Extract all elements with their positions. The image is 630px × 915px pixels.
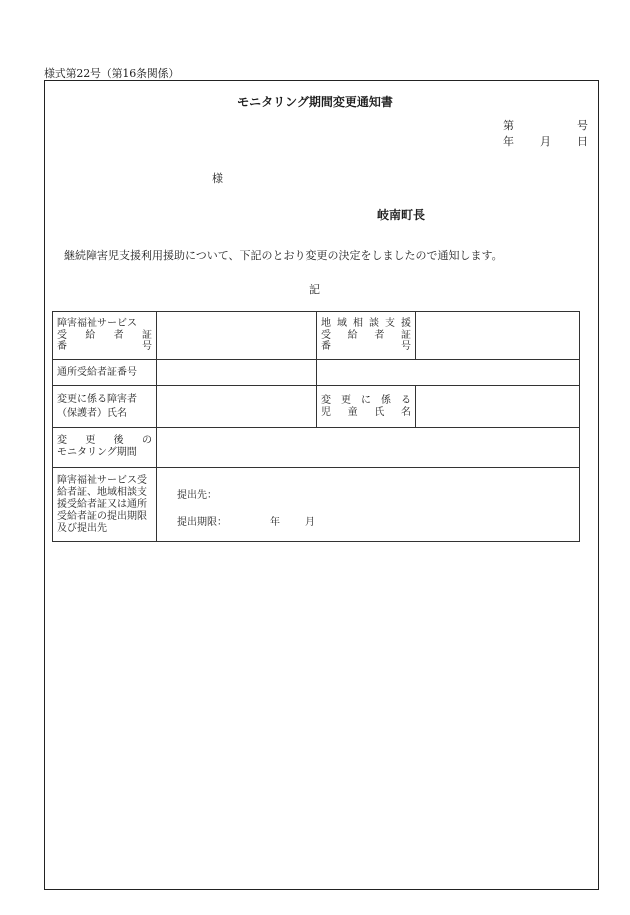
doc-number-dai: 第 bbox=[503, 119, 514, 132]
child-name-field[interactable] bbox=[416, 386, 580, 428]
date-month: 月 bbox=[540, 135, 551, 148]
table-row bbox=[53, 428, 580, 468]
info-table bbox=[52, 311, 580, 542]
body-text: 継続障害児支援利用援助について、下記のとおり変更の決定をしましたので通知します。 bbox=[64, 249, 503, 262]
document-title: モニタリング期間変更通知書 bbox=[237, 95, 393, 109]
label-line: 変 更 後 の bbox=[57, 434, 152, 446]
deadline-label: 提出期限： bbox=[177, 517, 227, 528]
addressee-suffix: 様 bbox=[212, 172, 223, 185]
table-row bbox=[53, 312, 580, 360]
submit-to-label: 提出先： bbox=[177, 490, 217, 501]
monitoring-period-label: 変 更 後 の モニタリング期間 bbox=[53, 428, 157, 468]
empty-cell bbox=[317, 360, 580, 386]
deadline-year-label: 年 bbox=[270, 517, 280, 528]
regional-certificate-label bbox=[317, 312, 416, 360]
form-number-label: 様式第22号（第16条関係） bbox=[44, 67, 180, 80]
table-row bbox=[53, 468, 580, 542]
issuer-name: 岐南町長 bbox=[377, 208, 426, 222]
day-service-certificate-label: 通所受給者証番号 bbox=[53, 360, 157, 386]
deadline-month-label: 月 bbox=[305, 517, 315, 528]
label-line: 地 域 相 談 支 援 bbox=[321, 318, 411, 330]
service-certificate-digits[interactable] bbox=[157, 312, 317, 360]
date-day: 日 bbox=[577, 135, 588, 148]
label-line: 障害福祉サービス bbox=[57, 318, 137, 330]
label-line: 受 給 者 証 bbox=[321, 329, 411, 341]
label-line: 変 更 に 係 る bbox=[321, 395, 411, 406]
label-line: 児 童 氏 名 bbox=[321, 406, 411, 418]
doc-number-go: 号 bbox=[577, 119, 588, 132]
label-line: 受 給 者 証 bbox=[57, 329, 152, 341]
monitoring-period-field[interactable] bbox=[157, 428, 580, 468]
label-line: 番 号 bbox=[57, 341, 152, 353]
ki-mark: 記 bbox=[309, 283, 320, 296]
table-row bbox=[53, 360, 580, 386]
regional-certificate-digits[interactable] bbox=[416, 312, 580, 360]
service-certificate-label bbox=[53, 312, 157, 360]
submission-deadline-field[interactable] bbox=[157, 468, 580, 542]
submission-deadline-label: 障害福祉サービス受 給者証、地域相談支 援受給者証又は通所 受給者証の提出期限 及び提出先 bbox=[53, 468, 157, 542]
date-year: 年 bbox=[503, 135, 514, 148]
label-line: 番 号 bbox=[321, 341, 411, 353]
child-name-label bbox=[317, 386, 416, 428]
guardian-name-label: 変更に係る障害者 （保護者）氏名 bbox=[53, 386, 157, 428]
guardian-name-field[interactable] bbox=[157, 386, 317, 428]
day-service-certificate-digits[interactable] bbox=[157, 360, 317, 386]
table-row bbox=[53, 386, 580, 428]
